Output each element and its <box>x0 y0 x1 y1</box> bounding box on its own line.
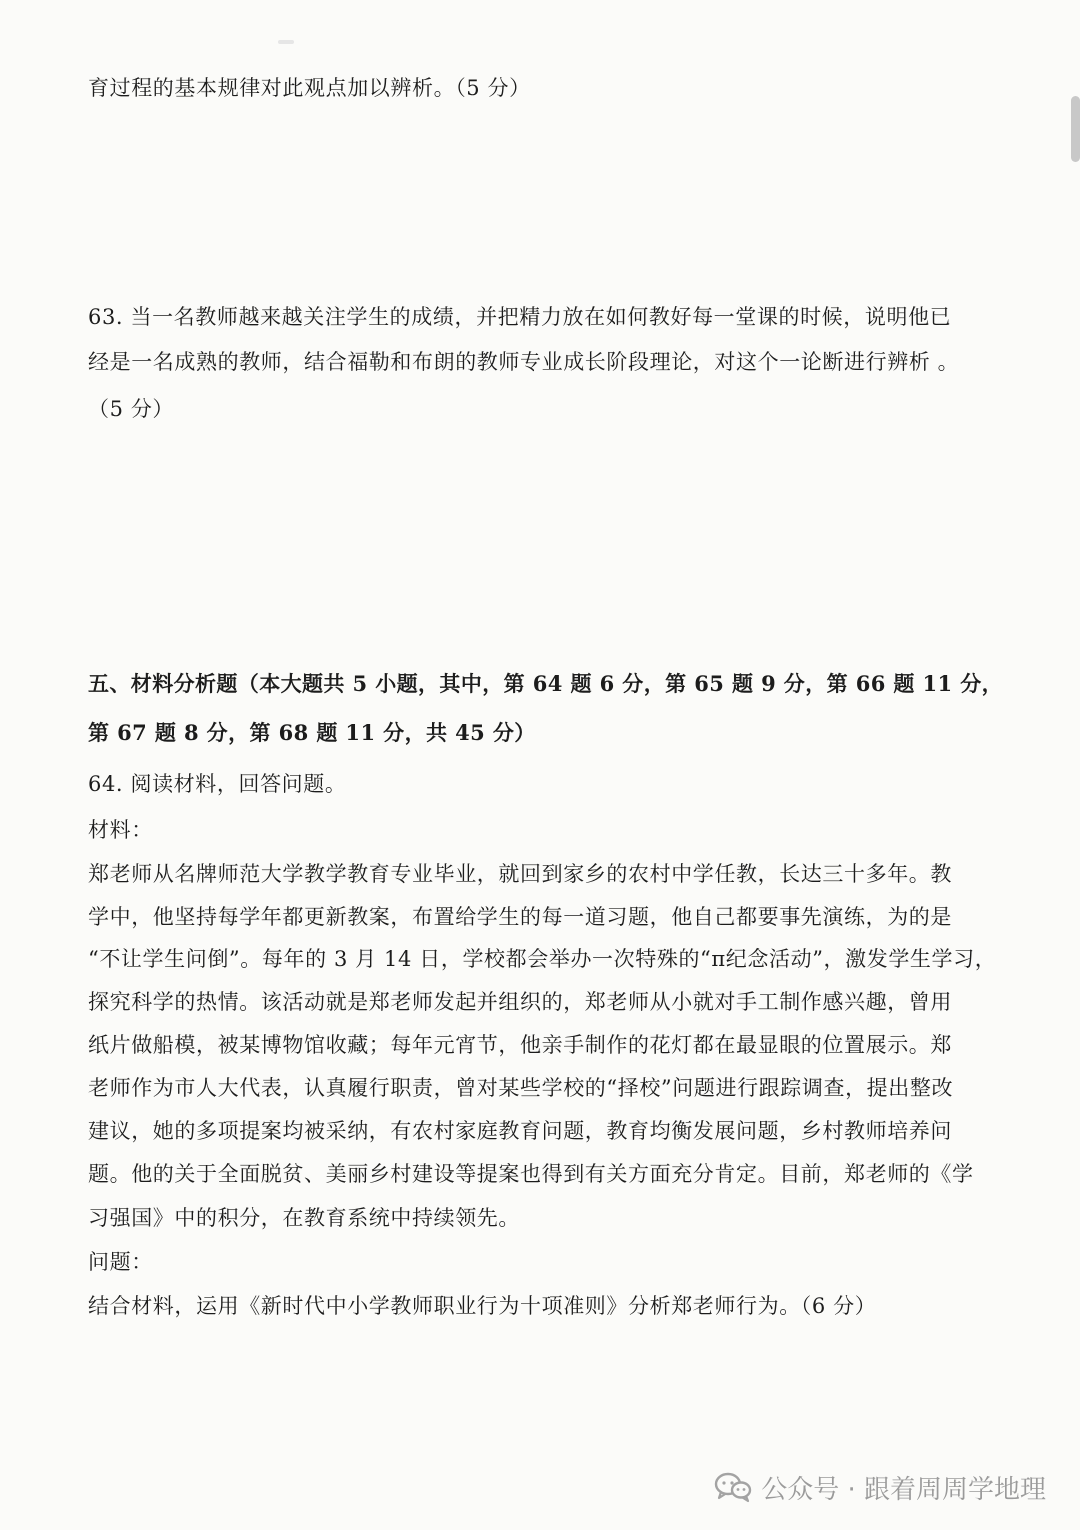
material-line-6: 老师作为市人大代表，认真履行职责，曾对某些学校的“择校”问题进行跟踪调查，提出整改 <box>88 1076 954 1100</box>
watermark-text: 公众号 · 跟着周周学地理 <box>761 1474 1046 1505</box>
material-line-9: 习强国》中的积分，在教育系统中持续领先。 <box>88 1206 520 1230</box>
question-63-line-1: 63. 当一名教师越来越关注学生的成绩，并把精力放在如何教好每一堂课的时候，说明他已 <box>88 305 952 329</box>
material-line-4: 探究科学的热情。该活动就是郑老师发起并组织的，郑老师从小就对手工制作感兴趣，曾用 <box>88 990 952 1014</box>
watermark <box>713 1470 1046 1504</box>
question-64-prompt: 64. 阅读材料，回答问题。 <box>88 772 347 796</box>
material-line-5: 纸片做船模，被某博物馆收藏；每年元宵节，他亲手制作的花灯都在最显眼的位置展示。郑 <box>88 1033 952 1057</box>
material-line-8: 题。他的关于全面脱贫、美丽乡村建设等提案也得到有关方面充分肯定。目前，郑老师的《学 <box>88 1162 974 1186</box>
material-line-1: 郑老师从名牌师范大学教学教育专业毕业，就回到家乡的农村中学任教，长达三十多年。教 <box>88 862 952 886</box>
question-62-tail: 育过程的基本规律对此观点加以辨析。（5 分） <box>88 76 531 100</box>
question-63-score: （5 分） <box>88 397 175 421</box>
material-line-3: “不让学生问倒”。每年的 3 月 14 日，学校都会举办一次特殊的“π纪念活动”，激发学生学习， <box>88 947 997 971</box>
material-line-7: 建议，她的多项提案均被采纳，有农村家庭教育问题，教育均衡发展问题，乡村教师培养问 <box>88 1119 952 1143</box>
material-label: 材料： <box>88 818 153 842</box>
question-label: 问题： <box>88 1250 153 1274</box>
scan-speck <box>278 40 294 44</box>
scrollbar-thumb[interactable] <box>1071 96 1080 162</box>
question-64-text: 结合材料，运用《新时代中小学教师职业行为十项准则》分析郑老师行为。（6 分） <box>88 1294 877 1318</box>
wechat-icon <box>713 1471 753 1503</box>
question-63-line-2: 经是一名成熟的教师，结合福勒和布朗的教师专业成长阶段理论，对这个一论断进行辨析 。 <box>88 350 960 374</box>
section-five-heading-line-1: 五、材料分析题（本大题共 5 小题，其中，第 64 题 6 分，第 65 题 9 分，第 66 题 11 分， <box>88 671 1004 696</box>
material-line-2: 学中，他坚持每学年都更新教案，布置给学生的每一道习题，他自己都要事先演练，为的是 <box>88 905 952 929</box>
section-five-heading-line-2: 第 67 题 8 分，第 68 题 11 分，共 45 分） <box>88 720 536 745</box>
